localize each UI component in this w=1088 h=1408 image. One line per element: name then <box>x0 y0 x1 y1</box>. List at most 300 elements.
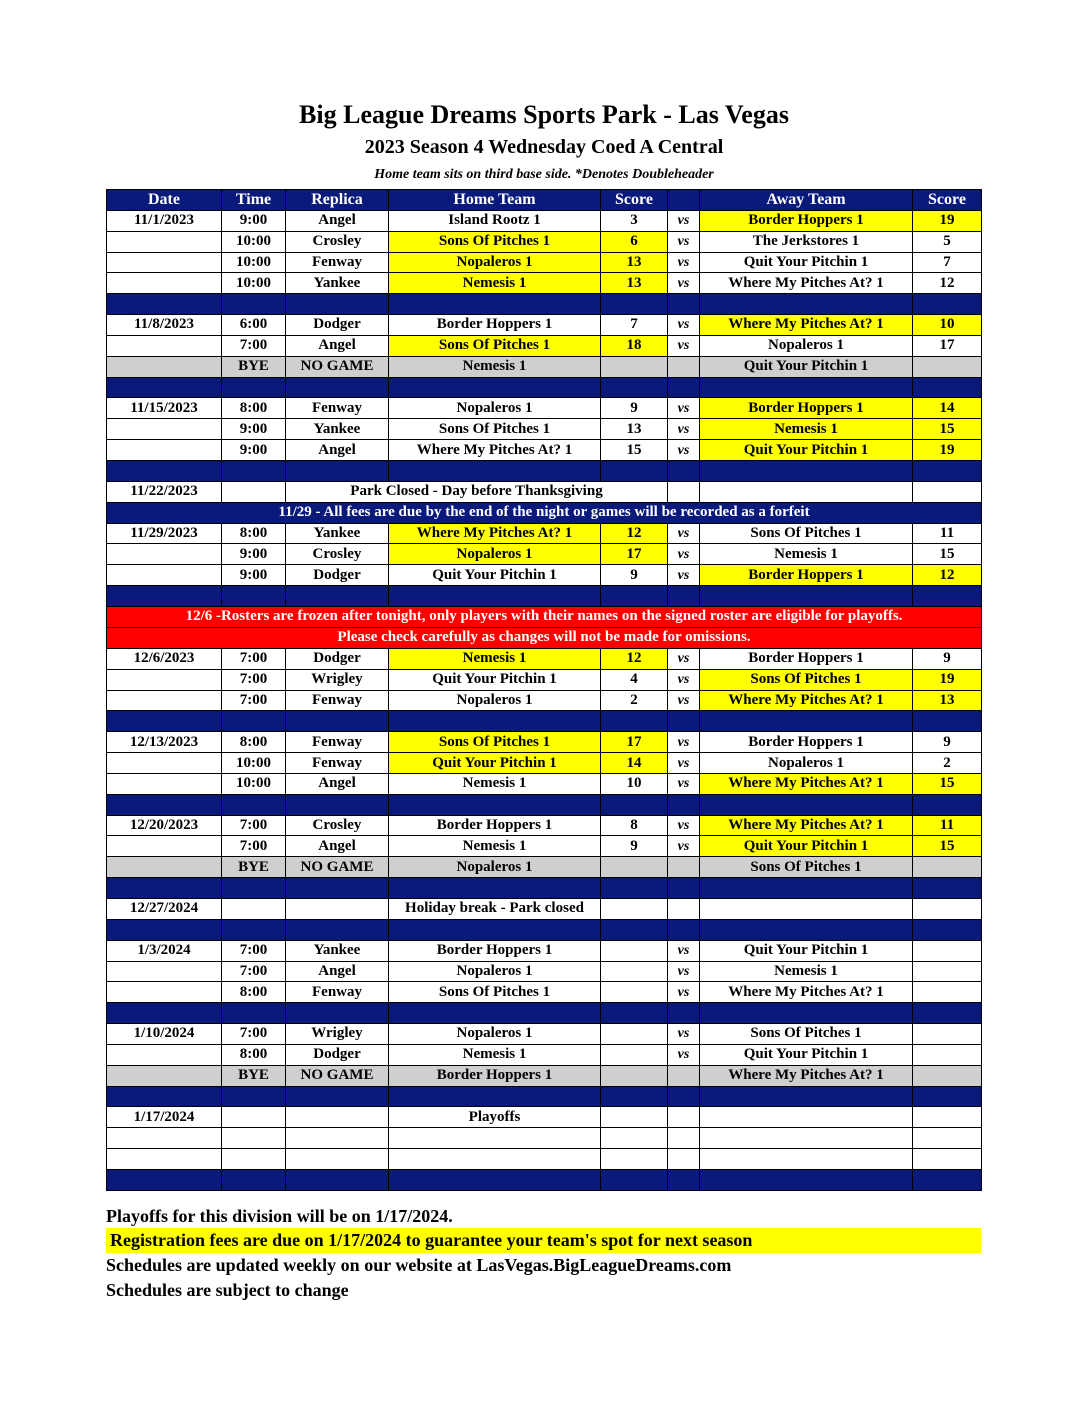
home-score-cell <box>601 857 668 878</box>
time-cell: 10:00 <box>222 231 286 252</box>
home-team-cell: Nemesis 1 <box>389 273 601 294</box>
separator-cell <box>389 1169 601 1190</box>
vs-cell: vs <box>668 815 700 836</box>
home-score-cell: 13 <box>601 419 668 440</box>
away-team-cell <box>700 481 913 502</box>
park-closed-row <box>107 481 982 502</box>
separator-cell <box>222 1003 286 1024</box>
separator-cell <box>222 294 286 315</box>
away-score-cell <box>913 356 982 377</box>
time-cell <box>222 1149 286 1170</box>
separator-cell <box>601 1169 668 1190</box>
home-score-cell <box>601 1024 668 1045</box>
separator-cell <box>107 711 222 732</box>
away-score-cell: 15 <box>913 773 982 794</box>
home-team-cell: Border Hoppers 1 <box>389 815 601 836</box>
home-score-cell: 13 <box>601 252 668 273</box>
game-row <box>107 252 982 273</box>
game-row <box>107 773 982 794</box>
vs-cell: vs <box>668 1024 700 1045</box>
footer-playoffs: Playoffs for this division will be on 1/17/2024. <box>106 1206 453 1226</box>
time-cell: 8:00 <box>222 398 286 419</box>
date-cell <box>107 335 222 356</box>
replica-cell <box>286 1149 389 1170</box>
time-cell <box>222 481 286 502</box>
away-team-cell: Border Hoppers 1 <box>700 210 913 231</box>
away-score-cell <box>913 899 982 920</box>
game-row <box>107 210 982 231</box>
separator-cell <box>700 919 913 940</box>
away-team-cell: Where My Pitches At? 1 <box>700 690 913 711</box>
home-score-cell <box>601 899 668 920</box>
vs-cell: vs <box>668 252 700 273</box>
home-team-cell: Nemesis 1 <box>389 773 601 794</box>
roster-alert-row <box>107 606 982 627</box>
separator-cell <box>668 711 700 732</box>
away-score-cell <box>913 1024 982 1045</box>
date-cell: 11/29/2023 <box>107 523 222 544</box>
replica-cell: NO GAME <box>286 356 389 377</box>
col-vs <box>668 190 700 211</box>
away-score-cell <box>913 857 982 878</box>
home-team-cell: Island Rootz 1 <box>389 210 601 231</box>
date-cell: 11/8/2023 <box>107 315 222 336</box>
date-cell: 12/13/2023 <box>107 732 222 753</box>
away-team-cell: Sons Of Pitches 1 <box>700 523 913 544</box>
vs-cell: vs <box>668 210 700 231</box>
separator-cell <box>700 1169 913 1190</box>
home-score-cell <box>601 1044 668 1065</box>
home-score-cell: 17 <box>601 732 668 753</box>
separator-cell <box>601 294 668 315</box>
replica-cell: Yankee <box>286 940 389 961</box>
separator-cell <box>107 878 222 899</box>
away-score-cell: 13 <box>913 690 982 711</box>
game-row <box>107 1044 982 1065</box>
separator-cell <box>107 294 222 315</box>
home-score-cell: 6 <box>601 231 668 252</box>
vs-cell: vs <box>668 648 700 669</box>
date-cell <box>107 419 222 440</box>
game-row <box>107 1024 982 1045</box>
fee-notice-text: 11/29 - All fees are due by the end of the night or games will be recorded as a forfeit <box>107 502 982 523</box>
away-score-cell <box>913 1128 982 1149</box>
separator-row <box>107 919 982 940</box>
away-team-cell: Where My Pitches At? 1 <box>700 315 913 336</box>
away-score-cell: 19 <box>913 669 982 690</box>
away-score-cell <box>913 940 982 961</box>
game-row <box>107 440 982 461</box>
separator-row <box>107 878 982 899</box>
vs-cell: vs <box>668 669 700 690</box>
game-row <box>107 690 982 711</box>
away-score-cell: 11 <box>913 523 982 544</box>
separator-cell <box>107 1169 222 1190</box>
away-team-cell: Quit Your Pitchin 1 <box>700 940 913 961</box>
separator-cell <box>107 1003 222 1024</box>
footer-change: Schedules are subject to change <box>106 1280 349 1300</box>
home-score-cell <box>601 982 668 1003</box>
separator-cell <box>668 1086 700 1107</box>
separator-cell <box>286 1003 389 1024</box>
home-score-cell: 9 <box>601 398 668 419</box>
away-score-cell <box>913 481 982 502</box>
separator-cell <box>668 919 700 940</box>
home-score-cell: 10 <box>601 773 668 794</box>
game-row <box>107 836 982 857</box>
away-score-cell <box>913 1149 982 1170</box>
vs-cell <box>668 1107 700 1128</box>
roster-alert-text: Please check carefully as changes will not be made for omissions. <box>107 627 982 648</box>
home-score-cell <box>601 1128 668 1149</box>
away-score-cell: 5 <box>913 231 982 252</box>
away-team-cell: Border Hoppers 1 <box>700 398 913 419</box>
separator-cell <box>913 919 982 940</box>
roster-alert-row <box>107 627 982 648</box>
replica-cell: Angel <box>286 961 389 982</box>
separator-cell <box>222 794 286 815</box>
game-row <box>107 544 982 565</box>
bye-row <box>107 857 982 878</box>
away-team-cell: Quit Your Pitchin 1 <box>700 356 913 377</box>
separator-cell <box>668 794 700 815</box>
home-score-cell: 18 <box>601 335 668 356</box>
replica-cell: Crosley <box>286 544 389 565</box>
separator-cell <box>700 794 913 815</box>
away-score-cell: 14 <box>913 398 982 419</box>
game-row <box>107 315 982 336</box>
separator-row <box>107 794 982 815</box>
separator-cell <box>107 460 222 481</box>
replica-cell: Dodger <box>286 565 389 586</box>
time-cell: 6:00 <box>222 315 286 336</box>
col-away-score: Score <box>913 190 982 211</box>
game-row <box>107 940 982 961</box>
replica-cell: Angel <box>286 335 389 356</box>
home-team-cell: Sons Of Pitches 1 <box>389 982 601 1003</box>
separator-cell <box>668 377 700 398</box>
away-team-cell: Where My Pitches At? 1 <box>700 1065 913 1086</box>
separator-cell <box>222 1086 286 1107</box>
date-cell <box>107 773 222 794</box>
separator-cell <box>601 1003 668 1024</box>
time-cell: 9:00 <box>222 419 286 440</box>
separator-cell <box>286 1169 389 1190</box>
home-score-cell <box>601 1107 668 1128</box>
time-cell: 7:00 <box>222 648 286 669</box>
vs-cell: vs <box>668 523 700 544</box>
separator-row <box>107 586 982 607</box>
date-cell: 11/22/2023 <box>107 481 222 502</box>
away-team-cell: Where My Pitches At? 1 <box>700 815 913 836</box>
schedule-note: Home team sits on third base side. *Denotes Doubleheader <box>374 167 714 182</box>
away-team-cell: Where My Pitches At? 1 <box>700 273 913 294</box>
date-cell <box>107 1044 222 1065</box>
game-row <box>107 231 982 252</box>
away-score-cell: 19 <box>913 440 982 461</box>
vs-cell: vs <box>668 335 700 356</box>
vs-cell: vs <box>668 753 700 774</box>
time-cell <box>222 899 286 920</box>
separator-cell <box>700 586 913 607</box>
footer-website: Schedules are updated weekly on our website at LasVegas.BigLeagueDreams.com <box>106 1255 732 1275</box>
replica-cell: NO GAME <box>286 1065 389 1086</box>
home-team-cell: Nemesis 1 <box>389 356 601 377</box>
game-row <box>107 669 982 690</box>
away-score-cell <box>913 1044 982 1065</box>
separator-cell <box>107 586 222 607</box>
separator-cell <box>700 711 913 732</box>
date-cell <box>107 565 222 586</box>
date-cell: 12/6/2023 <box>107 648 222 669</box>
separator-cell <box>913 377 982 398</box>
home-score-cell: 7 <box>601 315 668 336</box>
replica-cell: Dodger <box>286 315 389 336</box>
fee-notice-row <box>107 502 982 523</box>
away-team-cell: Nemesis 1 <box>700 419 913 440</box>
separator-row <box>107 711 982 732</box>
roster-alert-text: 12/6 -Rosters are frozen after tonight, only players with their names on the signed roster are eligible for playoffs. <box>107 606 982 627</box>
separator-cell <box>913 794 982 815</box>
home-score-cell <box>601 940 668 961</box>
replica-cell: Fenway <box>286 753 389 774</box>
vs-cell: vs <box>668 773 700 794</box>
page-subtitle: 2023 Season 4 Wednesday Coed A Central <box>364 136 724 158</box>
col-home-score: Score <box>601 190 668 211</box>
home-score-cell: 14 <box>601 753 668 774</box>
replica-cell: Yankee <box>286 523 389 544</box>
game-row <box>107 419 982 440</box>
home-team-cell: Quit Your Pitchin 1 <box>389 565 601 586</box>
away-score-cell: 11 <box>913 815 982 836</box>
separator-row <box>107 1169 982 1190</box>
replica-cell <box>286 1128 389 1149</box>
date-cell <box>107 1065 222 1086</box>
vs-cell <box>668 481 700 502</box>
time-cell: 9:00 <box>222 544 286 565</box>
away-score-cell: 12 <box>913 565 982 586</box>
home-score-cell <box>601 1065 668 1086</box>
away-team-cell: Nopaleros 1 <box>700 753 913 774</box>
away-score-cell <box>913 961 982 982</box>
away-team-cell: Border Hoppers 1 <box>700 565 913 586</box>
vs-cell: vs <box>668 315 700 336</box>
date-cell <box>107 753 222 774</box>
game-row <box>107 961 982 982</box>
game-row <box>107 1128 982 1149</box>
home-team-cell <box>389 1128 601 1149</box>
separator-cell <box>913 878 982 899</box>
separator-cell <box>913 1169 982 1190</box>
home-score-cell: 17 <box>601 544 668 565</box>
time-cell: 7:00 <box>222 940 286 961</box>
home-team-cell: Sons Of Pitches 1 <box>389 335 601 356</box>
away-team-cell: Quit Your Pitchin 1 <box>700 1044 913 1065</box>
separator-cell <box>700 294 913 315</box>
separator-cell <box>389 460 601 481</box>
date-cell <box>107 857 222 878</box>
replica-cell: Fenway <box>286 252 389 273</box>
separator-cell <box>389 1003 601 1024</box>
time-cell: 7:00 <box>222 1024 286 1045</box>
separator-cell <box>913 586 982 607</box>
separator-cell <box>668 1003 700 1024</box>
home-team-cell: Nemesis 1 <box>389 836 601 857</box>
time-cell: 8:00 <box>222 982 286 1003</box>
home-score-cell: 9 <box>601 565 668 586</box>
home-team-cell: Nopaleros 1 <box>389 398 601 419</box>
home-score-cell <box>601 1149 668 1170</box>
separator-cell <box>700 1003 913 1024</box>
game-row <box>107 732 982 753</box>
replica-cell: Angel <box>286 210 389 231</box>
time-cell: 7:00 <box>222 690 286 711</box>
home-score-cell: 15 <box>601 440 668 461</box>
away-team-cell: Quit Your Pitchin 1 <box>700 440 913 461</box>
home-score-cell: 4 <box>601 669 668 690</box>
separator-cell <box>668 878 700 899</box>
holiday-row <box>107 899 982 920</box>
away-team-cell <box>700 1107 913 1128</box>
separator-cell <box>913 1086 982 1107</box>
away-team-cell: Where My Pitches At? 1 <box>700 773 913 794</box>
home-team-cell: Nopaleros 1 <box>389 544 601 565</box>
replica-cell: Fenway <box>286 690 389 711</box>
home-score-cell: 8 <box>601 815 668 836</box>
replica-cell: Crosley <box>286 815 389 836</box>
time-cell <box>222 1107 286 1128</box>
away-score-cell: 12 <box>913 273 982 294</box>
replica-cell: Wrigley <box>286 669 389 690</box>
time-cell: 10:00 <box>222 753 286 774</box>
home-score-cell: 12 <box>601 523 668 544</box>
game-row <box>107 982 982 1003</box>
col-replica: Replica <box>286 190 389 211</box>
date-cell <box>107 544 222 565</box>
separator-cell <box>222 586 286 607</box>
away-score-cell: 10 <box>913 315 982 336</box>
date-cell <box>107 690 222 711</box>
separator-cell <box>700 377 913 398</box>
away-team-cell <box>700 1149 913 1170</box>
vs-cell: vs <box>668 273 700 294</box>
date-cell <box>107 836 222 857</box>
separator-row <box>107 377 982 398</box>
away-score-cell <box>913 1065 982 1086</box>
home-score-cell <box>601 961 668 982</box>
header-row <box>107 190 982 211</box>
home-score-cell: 2 <box>601 690 668 711</box>
vs-cell: vs <box>668 419 700 440</box>
date-cell: 11/15/2023 <box>107 398 222 419</box>
date-cell: 11/1/2023 <box>107 210 222 231</box>
time-cell: 10:00 <box>222 252 286 273</box>
away-team-cell: Border Hoppers 1 <box>700 648 913 669</box>
replica-cell: Dodger <box>286 648 389 669</box>
home-team-cell <box>389 1149 601 1170</box>
away-team-cell: Sons Of Pitches 1 <box>700 857 913 878</box>
separator-cell <box>286 586 389 607</box>
home-team-cell: Border Hoppers 1 <box>389 1065 601 1086</box>
away-team-cell: Quit Your Pitchin 1 <box>700 836 913 857</box>
separator-cell <box>222 377 286 398</box>
date-cell <box>107 252 222 273</box>
date-cell: 12/27/2024 <box>107 899 222 920</box>
separator-row <box>107 460 982 481</box>
home-team-cell: Sons Of Pitches 1 <box>389 231 601 252</box>
home-score-cell: 3 <box>601 210 668 231</box>
replica-cell: Fenway <box>286 732 389 753</box>
game-row <box>107 523 982 544</box>
col-home-team: Home Team <box>389 190 601 211</box>
home-team-cell: Nopaleros 1 <box>389 252 601 273</box>
time-cell: BYE <box>222 356 286 377</box>
away-team-cell: Quit Your Pitchin 1 <box>700 252 913 273</box>
away-team-cell <box>700 1128 913 1149</box>
vs-cell <box>668 899 700 920</box>
time-cell: 9:00 <box>222 210 286 231</box>
home-team-cell: Border Hoppers 1 <box>389 940 601 961</box>
home-score-cell: 12 <box>601 648 668 669</box>
home-team-cell: Sons Of Pitches 1 <box>389 732 601 753</box>
game-row <box>107 1149 982 1170</box>
park-closed-text: Park Closed - Day before Thanksgiving <box>286 481 668 502</box>
separator-cell <box>107 794 222 815</box>
game-row <box>107 273 982 294</box>
home-score-cell: 9 <box>601 836 668 857</box>
away-team-cell: Border Hoppers 1 <box>700 732 913 753</box>
separator-cell <box>601 460 668 481</box>
away-team-cell: Nemesis 1 <box>700 544 913 565</box>
away-team-cell <box>700 899 913 920</box>
vs-cell <box>668 356 700 377</box>
separator-cell <box>913 294 982 315</box>
replica-cell: Angel <box>286 836 389 857</box>
time-cell: 8:00 <box>222 523 286 544</box>
replica-cell <box>286 1107 389 1128</box>
time-cell: 7:00 <box>222 961 286 982</box>
replica-cell: Angel <box>286 440 389 461</box>
time-cell: 9:00 <box>222 565 286 586</box>
away-score-cell: 2 <box>913 753 982 774</box>
separator-cell <box>913 460 982 481</box>
separator-cell <box>389 294 601 315</box>
date-cell <box>107 440 222 461</box>
away-team-cell: Nopaleros 1 <box>700 335 913 356</box>
separator-cell <box>389 711 601 732</box>
separator-cell <box>286 794 389 815</box>
separator-cell <box>107 1086 222 1107</box>
col-away-team: Away Team <box>700 190 913 211</box>
time-cell: 9:00 <box>222 440 286 461</box>
game-row <box>107 565 982 586</box>
time-cell: 10:00 <box>222 273 286 294</box>
separator-row <box>107 294 982 315</box>
separator-cell <box>700 878 913 899</box>
vs-cell: vs <box>668 544 700 565</box>
replica-cell <box>286 899 389 920</box>
page-title: Big League Dreams Sports Park - Las Vegas <box>299 100 789 129</box>
away-score-cell: 7 <box>913 252 982 273</box>
bye-row <box>107 356 982 377</box>
home-team-cell: Quit Your Pitchin 1 <box>389 669 601 690</box>
separator-cell <box>389 586 601 607</box>
separator-cell <box>286 1086 389 1107</box>
date-cell <box>107 1128 222 1149</box>
game-row <box>107 648 982 669</box>
vs-cell: vs <box>668 940 700 961</box>
game-row <box>107 815 982 836</box>
